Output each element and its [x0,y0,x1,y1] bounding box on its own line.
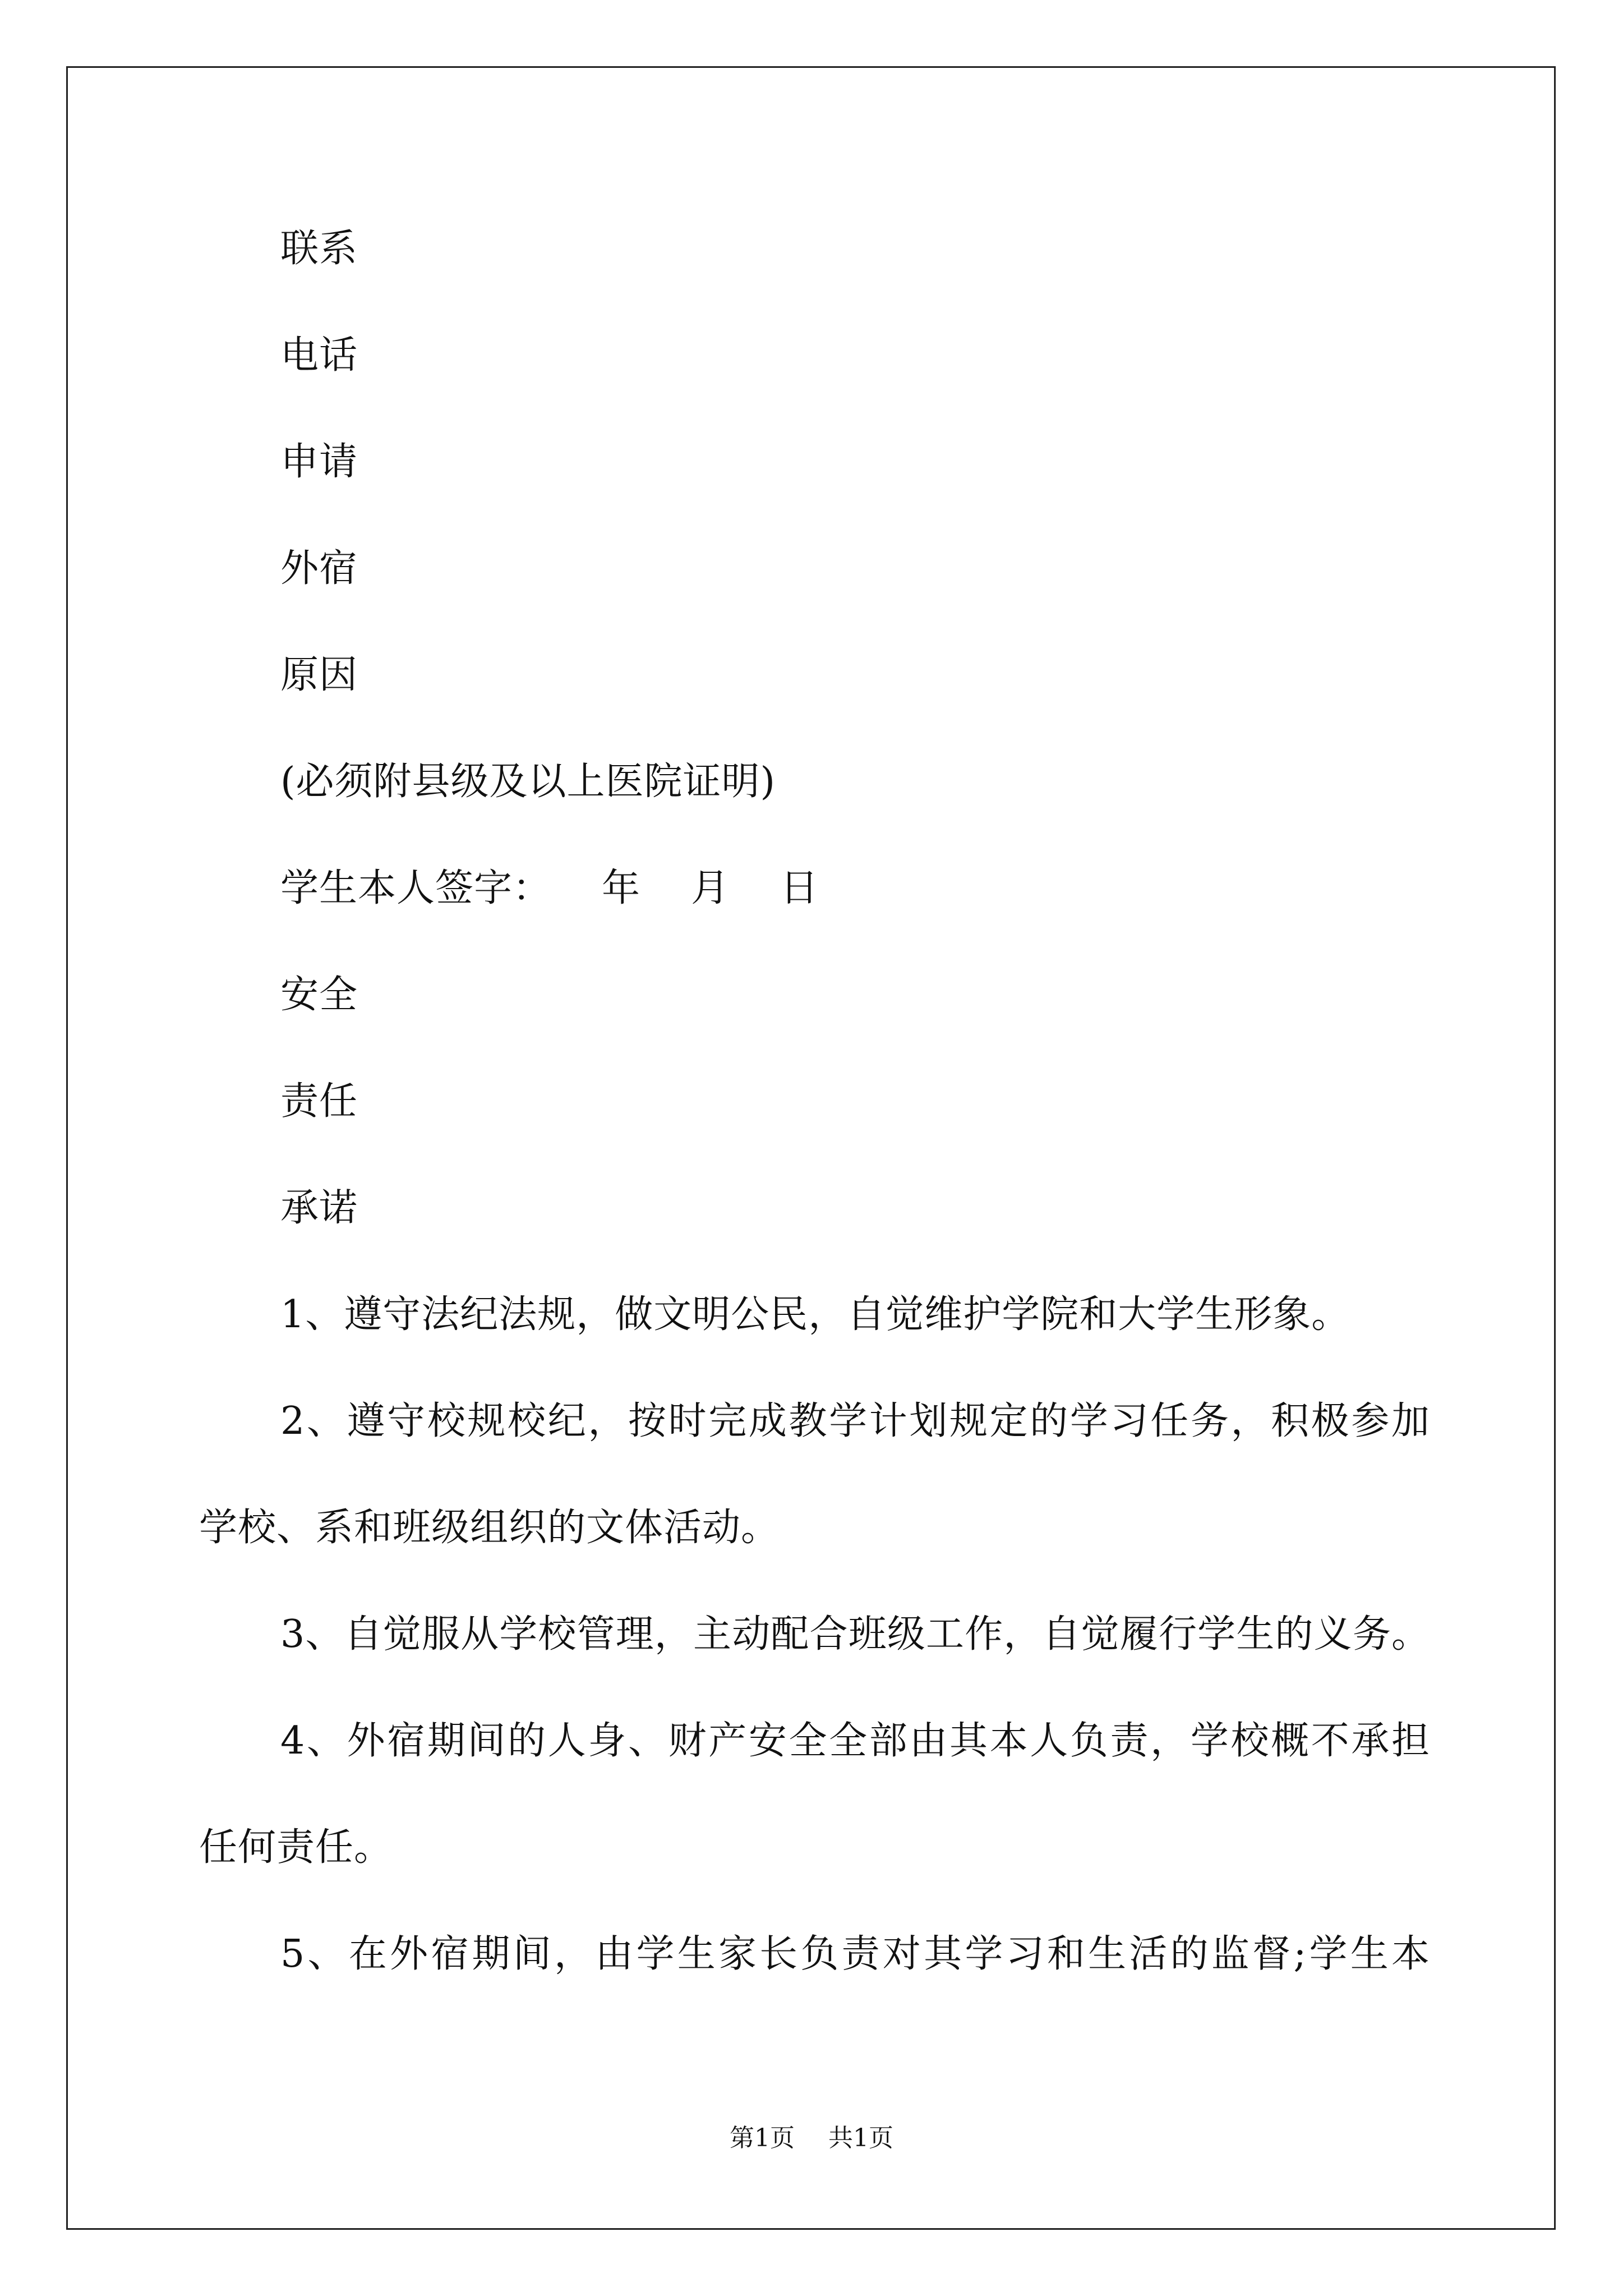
commitment-item-2-cont: 学校、系和班级组织的文体活动。 [199,1506,780,1550]
commitment-item-5: 5、在外宿期间，由学生家长负责对其学习和生活的监督;学生本 [280,1932,1430,1976]
date-year: 年 [602,866,641,910]
date-month: 月 [691,866,730,910]
signature-line [280,866,819,910]
hospital-note: (必须附县级及以上医院证明) [280,760,776,804]
label-contact: 联系 [280,227,358,271]
commitment-item-2: 2、遵守校规校纪，按时完成教学计划规定的学习任务，积极参加 [280,1399,1430,1443]
commitment-item-1: 1、遵守法纪法规，做文明公民，自觉维护学院和大学生形象。 [280,1292,1350,1337]
label-phone: 电话 [280,333,358,378]
signature-label: 学生本人签字： [280,866,552,910]
label-reason: 原因 [280,653,358,697]
page-border [66,66,1556,2230]
commitment-item-3: 3、自觉服从学校管理，主动配合班级工作，自觉履行学生的义务。 [280,1612,1430,1657]
label-responsibility: 责任 [280,1079,358,1124]
date-day: 日 [780,866,819,910]
label-commitment: 承诺 [280,1186,358,1230]
label-outside-stay: 外宿 [280,546,358,591]
page-footer [0,2126,1623,2151]
page-total: 共1页 [828,2124,893,2152]
page-number: 第1页 [730,2124,795,2152]
commitment-item-4-cont: 任何责任。 [199,1825,393,1870]
label-safety: 安全 [280,973,358,1017]
label-apply: 申请 [280,440,358,484]
commitment-item-4: 4、外宿期间的人身、财产安全全部由其本人负责，学校概不承担 [280,1719,1430,1763]
